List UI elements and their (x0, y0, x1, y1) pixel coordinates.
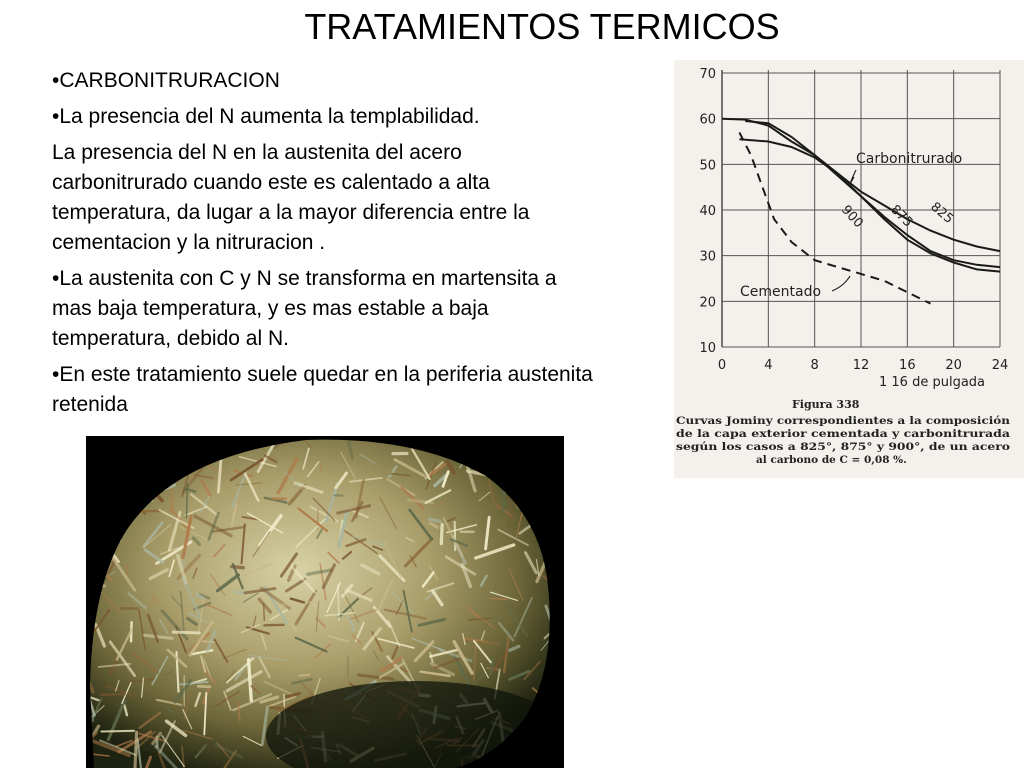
x-tick-12: 12 (852, 358, 870, 373)
caption-line-1: Curvas Jominy correspondientes a la composición (676, 415, 1011, 427)
label-series-825: 825 (927, 199, 957, 228)
series-line-875 (745, 121, 1000, 267)
body-text (52, 66, 597, 426)
y-tick-30: 30 (699, 249, 716, 265)
chart-grid (722, 70, 1000, 347)
micrograph-drawing (86, 436, 564, 768)
y-tick-40: 40 (699, 204, 716, 219)
bullet-templabilidad: •La presencia del N aumenta la templabilidad. (52, 105, 480, 128)
caption-line-4: al carbono de C = 0,08 %. (756, 454, 907, 466)
y-tick-50: 50 (699, 158, 716, 174)
paragraph-austenita-nitrogeno: La presencia del N en la austenita del acero carbonitrurado cuando este es calentado a alta temperatura, da lugar a la mayor diferencia entre la cementacion y la nitruracion . (52, 141, 530, 254)
jominy-figure (674, 60, 1024, 478)
x-tick-16: 16 (899, 358, 916, 373)
caption-line-3: según los casos a 825°, 875° y 900°, de un acero (676, 441, 1010, 453)
bullet-martensita: •La austenita con C y N se transforma en martensita a mas baja temperatura, y es mas estable a baja temperatura, debido al N. (52, 267, 557, 350)
y-tick-20: 20 (699, 295, 716, 311)
slide-title: TRATAMIENTOS TERMICOS (304, 6, 780, 47)
x-tick-0: 0 (717, 358, 727, 373)
x-tick-4: 4 (764, 358, 773, 373)
axis-unit-label: 1 16 de pulgada (879, 375, 985, 390)
caption-title: Figura 338 (792, 398, 860, 411)
caption-line-2: de la capa exterior cementada y carbonitrurada (676, 428, 1011, 440)
annotation-carbonitrurado: Carbonitrurado (856, 151, 963, 167)
y-tick-70: 70 (699, 67, 716, 82)
annotation-cementado-pointer (832, 276, 850, 291)
y-tick-60: 60 (699, 112, 716, 128)
x-tick-20: 20 (945, 358, 962, 373)
x-tick-24: 24 (991, 358, 1009, 373)
x-tick-8: 8 (810, 358, 819, 373)
micrograph-image (86, 436, 564, 768)
label-series-900: 900 (838, 202, 866, 232)
annotation-cementado: Cementado (740, 284, 822, 300)
label-series-875: 875 (887, 202, 916, 231)
bullet-austenita-retenida: •En este tratamiento suele quedar en la periferia austenita retenida (52, 363, 593, 416)
bullet-carbonitruracion: •CARBONITRURACION (52, 69, 280, 92)
y-tick-10: 10 (699, 341, 716, 356)
jominy-chart (674, 60, 1024, 478)
